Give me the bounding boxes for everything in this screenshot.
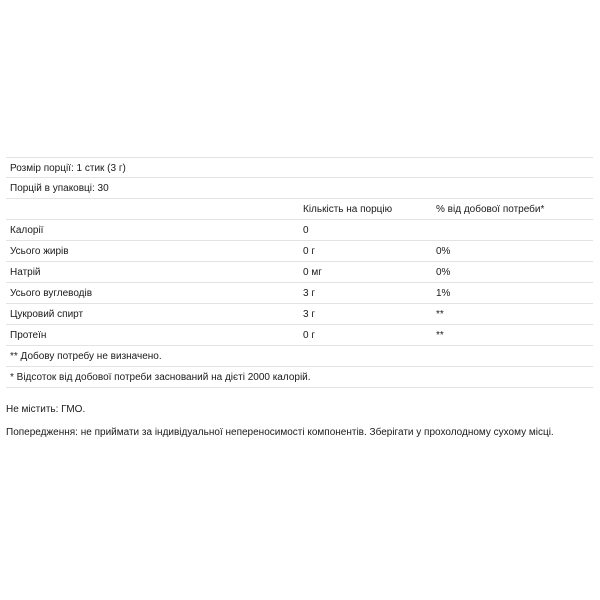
amount-header: Кількість на порцію	[303, 204, 393, 215]
contains-not-text: Не містить: ГМО.	[6, 404, 86, 415]
supplement-facts-table	[6, 157, 593, 388]
nutrient-name: Калорії	[10, 225, 44, 236]
table-row	[6, 283, 593, 304]
nutrient-amount: 0	[303, 225, 309, 236]
warning-text: Попередження: не приймати за індивідуальної непереносимості компонентів. Зберігати у прохолодному сухому місці.	[6, 427, 554, 438]
footnote-daily-value: * Відсоток від добової потреби заснований на дієті 2000 калорій.	[10, 372, 311, 383]
table-row	[6, 220, 593, 241]
daily-value-header: % від добової потреби*	[436, 204, 545, 215]
nutrient-dv: 1%	[436, 288, 451, 299]
nutrient-amount: 3 г	[303, 288, 315, 299]
nutrient-amount: 3 г	[303, 309, 315, 320]
nutrient-name: Цукровий спирт	[10, 309, 84, 320]
servings-per-container: Порцій в упаковці: 30	[10, 183, 109, 194]
nutrient-dv: 0%	[436, 267, 451, 278]
nutrient-amount: 0 г	[303, 330, 315, 341]
footnote-row	[6, 346, 593, 367]
nutrient-amount: 0 г	[303, 246, 315, 257]
nutrient-name: Усього жирів	[10, 246, 69, 257]
table-row	[6, 241, 593, 262]
servings-per-container-row	[6, 178, 593, 199]
nutrient-name: Усього вуглеводів	[10, 288, 93, 299]
nutrient-amount: 0 мг	[303, 267, 322, 278]
nutrient-dv: **	[436, 330, 444, 341]
nutrient-dv: 0%	[436, 246, 451, 257]
nutrient-name: Протеїн	[10, 330, 47, 341]
table-row	[6, 304, 593, 325]
nutrient-name: Натрій	[10, 267, 41, 278]
serving-size-row	[6, 157, 593, 178]
nutrient-dv: **	[436, 309, 444, 320]
table-header-row	[6, 199, 593, 220]
table-row	[6, 262, 593, 283]
serving-size: Розмір порції: 1 стик (3 г)	[10, 163, 126, 174]
footnote-row	[6, 367, 593, 388]
footnote-not-established: ** Добову потребу не визначено.	[10, 351, 162, 362]
table-row	[6, 325, 593, 346]
